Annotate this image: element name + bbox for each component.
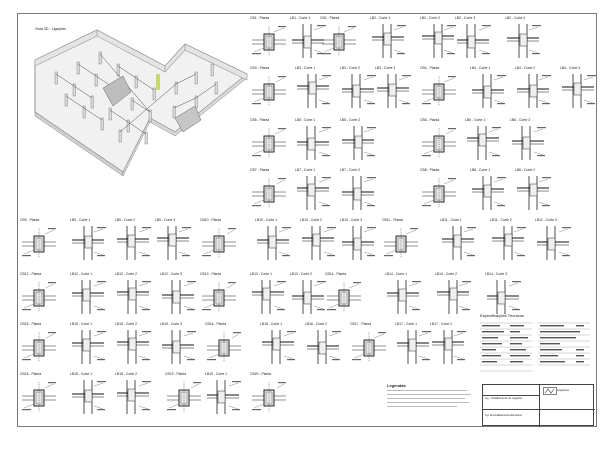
detail-label: LB9 - Corte 1 (70, 218, 91, 222)
detail-label: CB11 - Planta (382, 218, 403, 222)
detail-label: CB6 - Planta (420, 118, 440, 122)
detail-label: CB2 - Planta (320, 16, 340, 20)
detail-drawing (205, 378, 243, 416)
detail-drawing (470, 72, 508, 110)
detail-label: LB11 - Corte 3 (535, 218, 557, 222)
detail-drawing (505, 22, 543, 60)
detail-label: CB14 - Planta (325, 272, 347, 276)
detail-drawing (470, 174, 508, 212)
tb-description: Lig. de Detalhamento Estrutural (485, 414, 522, 417)
detail-drawing (435, 278, 473, 316)
detail-label: LB13 - Corte 1 (250, 272, 273, 276)
detail-drawing (420, 22, 458, 60)
detail-label: LB3 - Corte 1 (295, 66, 316, 70)
detail-drawing (255, 224, 293, 262)
detail-label: LB2 - Corte 3 (455, 16, 476, 20)
detail-drawing (465, 124, 503, 162)
detail-label: LB10 - Corte 3 (340, 218, 363, 222)
detail-label: LB15 - Corte 1 (70, 322, 93, 326)
detail-label: CB15 - Planta (20, 322, 42, 326)
tb-sheet-name: Ligações (557, 388, 570, 392)
detail-label: LB1 - Corte 1 (290, 16, 311, 20)
detail-drawing (115, 278, 153, 316)
notes-block (387, 383, 481, 425)
detail-label: LB18 - Corte 2 (115, 372, 138, 376)
detail-label: LB14 - Corte 2 (435, 272, 458, 276)
detail-drawing (430, 328, 468, 366)
detail-label: LB16 - Corte 2 (305, 322, 328, 326)
specs-table (480, 319, 590, 385)
detail-drawing (295, 72, 333, 110)
detail-label: CB17 - Planta (350, 322, 372, 326)
detail-drawing (155, 224, 193, 262)
detail-drawing (205, 328, 243, 366)
detail-label: LB13 - Corte 2 (290, 272, 313, 276)
detail-label: LB5 - Corte 2 (340, 118, 361, 122)
detail-drawing (160, 278, 198, 316)
tb-divider (539, 385, 540, 427)
detail-label: LB12 - Corte 1 (70, 272, 93, 276)
detail-label: LB10 - Corte 1 (255, 218, 278, 222)
detail-label: CB13 - Planta (200, 272, 222, 276)
detail-drawing (200, 278, 238, 316)
iso-column (195, 72, 197, 84)
detail-label: CB4 - Planta (420, 66, 440, 70)
detail-label: LB18 - Corte 1 (70, 372, 93, 376)
detail-drawing (420, 72, 458, 110)
detail-drawing (20, 224, 58, 262)
detail-label: LB7 - Corte 2 (340, 168, 361, 172)
detail-drawing (160, 328, 198, 366)
detail-drawing (515, 174, 553, 212)
detail-drawing (340, 174, 378, 212)
specs-title: Especificações Técnicas (480, 313, 524, 318)
detail-drawing (385, 278, 423, 316)
title-block (482, 384, 594, 426)
detail-label: CB5 - Planta (250, 118, 270, 122)
detail-drawing (115, 224, 153, 262)
detail-label: CB3 - Planta (250, 66, 270, 70)
detail-drawing (20, 278, 58, 316)
detail-drawing (340, 72, 378, 110)
iso-view-title: Vista 3D - Ligações (35, 27, 67, 31)
detail-drawing (250, 174, 288, 212)
detail-drawing (560, 72, 598, 110)
detail-label: LB19 - Corte 1 (205, 372, 228, 376)
detail-drawing (115, 378, 153, 416)
tb-logo (543, 387, 557, 395)
note-line (387, 390, 467, 391)
detail-label: LB7 - Corte 1 (295, 168, 316, 172)
detail-drawing (165, 378, 203, 416)
detail-label: LB3 - Corte 2 (340, 66, 361, 70)
detail-label: LB4 - Corte 2 (515, 66, 536, 70)
detail-label: LB3 - Corte 3 (375, 66, 396, 70)
detail-drawing (350, 328, 388, 366)
detail-drawing (490, 224, 528, 262)
detail-drawing (485, 278, 523, 316)
detail-drawing (295, 124, 333, 162)
detail-drawing (420, 174, 458, 212)
detail-label: LB14 - Corte 1 (385, 272, 408, 276)
detail-label: LB16 - Corte 1 (260, 322, 283, 326)
detail-drawing (250, 378, 288, 416)
note-line (387, 394, 471, 395)
iso-column (215, 82, 217, 94)
detail-drawing (295, 174, 333, 212)
iso-column (55, 72, 57, 84)
detail-drawing (250, 124, 288, 162)
detail-label: CB12 - Planta (20, 272, 42, 276)
detail-label: LB2 - Corte 2 (420, 16, 441, 20)
isometric-3d-view (25, 22, 250, 177)
detail-drawing (535, 224, 573, 262)
detail-label: LB17 - Corte 1 (395, 322, 418, 326)
detail-label: LB6 - Corte 1 (465, 118, 486, 122)
detail-drawing (370, 22, 408, 60)
detail-drawing (115, 328, 153, 366)
detail-drawing (340, 224, 378, 262)
detail-label: LB15 - Corte 3 (160, 322, 183, 326)
iso-column (109, 108, 111, 120)
iso-column (99, 52, 101, 64)
detail-drawing (455, 22, 493, 60)
detail-label: CB20 - Planta (250, 372, 272, 376)
detail-drawing (325, 278, 363, 316)
detail-label: CB1 - Planta (250, 16, 270, 20)
detail-label: CB8 - Planta (420, 168, 440, 172)
detail-label: LB2 - Corte 4 (505, 16, 526, 20)
detail-label: CB7 - Planta (250, 168, 270, 172)
detail-drawing (250, 22, 288, 60)
detail-label: LB4 - Corte 3 (560, 66, 581, 70)
iso-column (211, 64, 213, 76)
detail-drawing (440, 224, 478, 262)
iso-column (77, 62, 79, 74)
detail-label: CB16 - Planta (205, 322, 227, 326)
tb-project-name: Lig. - Detalhamento de Ligações (485, 397, 523, 400)
detail-drawing (20, 378, 58, 416)
detail-drawing (70, 224, 108, 262)
detail-label: LB11 - Corte 1 (440, 218, 462, 222)
detail-label: LB6 - Corte 2 (510, 118, 531, 122)
detail-label: LB12 - Corte 3 (160, 272, 183, 276)
note-line (387, 406, 457, 407)
detail-label: LB5 - Corte 1 (295, 118, 316, 122)
detail-label: LB8 - Corte 2 (515, 168, 536, 172)
detail-label: LB11 - Corte 2 (490, 218, 512, 222)
detail-label: LB4 - Corte 1 (470, 66, 491, 70)
tb-divider (483, 395, 539, 396)
detail-drawing (375, 72, 413, 110)
iso-column (131, 98, 133, 110)
detail-drawing (340, 124, 378, 162)
detail-label: LB12 - Corte 2 (115, 272, 138, 276)
detail-label: CB18 - Planta (20, 372, 42, 376)
detail-label: CB9 - Planta (20, 218, 40, 222)
detail-drawing (70, 378, 108, 416)
detail-drawing (250, 278, 288, 316)
note-line (387, 402, 469, 403)
detail-drawing (515, 72, 553, 110)
detail-drawing (200, 224, 238, 262)
technical-specs-block (480, 313, 590, 385)
detail-label: LB9 - Corte 3 (155, 218, 176, 222)
detail-drawing (305, 328, 343, 366)
detail-drawing (420, 124, 458, 162)
detail-label: LB14 - Corte 3 (485, 272, 508, 276)
detail-label: LB8 - Corte 1 (470, 168, 491, 172)
notes-title: Legendas (387, 383, 406, 388)
detail-label: LB15 - Corte 2 (115, 322, 138, 326)
detail-label: CB19 - Planta (165, 372, 187, 376)
iso-highlight-column (156, 74, 160, 90)
detail-label: LB10 - Corte 2 (300, 218, 323, 222)
detail-drawing (260, 328, 298, 366)
detail-drawing (382, 224, 420, 262)
detail-drawing (290, 278, 328, 316)
detail-label: LB17 - Corte 2 (430, 322, 453, 326)
detail-drawing (395, 328, 433, 366)
detail-drawing (250, 72, 288, 110)
detail-drawing (300, 224, 338, 262)
detail-drawing (510, 124, 548, 162)
detail-label: LB2 - Corte 1 (370, 16, 391, 20)
detail-label: LB9 - Corte 2 (115, 218, 136, 222)
detail-drawing (70, 328, 108, 366)
detail-drawing (320, 22, 358, 60)
iso-column (65, 94, 67, 106)
detail-drawing (20, 328, 58, 366)
detail-drawing (70, 278, 108, 316)
note-line (387, 398, 465, 399)
detail-label: CB10 - Planta (200, 218, 222, 222)
